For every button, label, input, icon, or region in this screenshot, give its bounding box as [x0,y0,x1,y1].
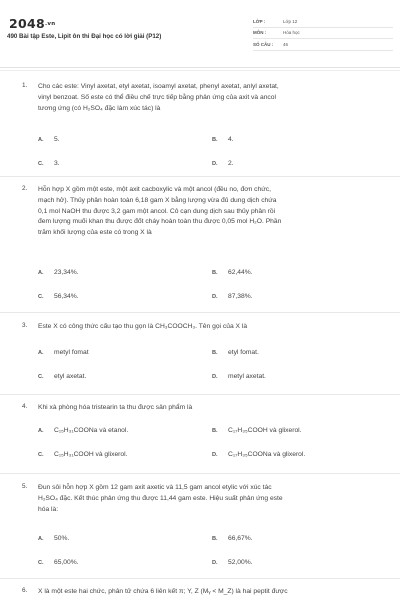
question-divider [0,473,400,474]
option-text: 50%. [54,535,70,542]
option-letter: C. [38,294,44,300]
option-text: metyl fomat [54,349,89,356]
meta-value: 46 [283,41,289,47]
question-text [38,403,378,414]
question-number: 2. [22,185,28,192]
option-text: etyl fomat. [228,349,259,356]
logo-suffix: .vn [45,21,56,27]
option-letter: D. [212,452,218,458]
option-c[interactable] [38,373,86,380]
meta-subject-row [253,28,393,40]
question-line: trăm khối lượng của este có trong X là [38,229,152,237]
option-letter: B. [212,137,218,143]
option-c[interactable] [38,160,60,167]
question-text [38,483,378,515]
option-a[interactable] [38,535,69,542]
option-letter: A. [38,270,44,276]
option-a[interactable] [38,269,79,276]
option-text: 2. [228,160,234,167]
question-line: vinyl benzoat. Số este có thể điều chế trực tiếp bằng phản ứng của axit và ancol [38,93,276,101]
question-number: 3. [22,322,28,329]
option-letter: C. [38,452,44,458]
option-letter: D. [212,294,218,300]
option-letter: C. [38,560,44,566]
option-text: 23,34%. [54,269,79,276]
question-line: Đun sôi hỗn hợp X gồm 12 gam axit axetic và 11,5 gam ancol etylic với xúc tác [38,484,272,491]
question-line: X là một este hai chức, phân tử chứa 6 liên kết π; Y, Z (Mᵧ < M_Z) là hai peptit được [38,588,288,595]
option-c[interactable] [38,559,79,566]
option-letter: B. [212,536,218,542]
option-letter: D. [212,161,218,167]
question-number: 5. [22,483,28,490]
question-line: hóa là: [38,505,59,513]
question-line: H₂SO₄ đặc. Kết thúc phản ứng thu được 11,44 gam este. Hiệu suất phản ứng este [38,494,283,502]
header-divider-secondary [0,70,400,71]
question-divider [0,578,400,579]
question-number: 6. [22,587,28,594]
option-letter: C. [38,374,44,380]
option-letter: D. [212,560,218,566]
option-b[interactable] [212,427,302,434]
option-a[interactable] [38,349,89,356]
option-letter: B. [212,350,218,356]
meta-key: SỐ CÂU : [253,41,274,47]
question-text [38,185,378,239]
option-text: 52,00%. [228,559,253,566]
option-text: C₁₅H₃₁COONa và etanol. [54,427,129,434]
document-meta [253,16,393,51]
logo-text: 2048 [9,16,45,31]
meta-value: Lớp 12 [283,18,298,24]
option-a[interactable] [38,427,128,434]
question-line: Cho các este: Vinyl axetat, etyl axetat, isoamyl axetat, phenyl axetat, anlyl axetat, [38,83,279,90]
question-line: mạch hở). Thủy phân hoàn toàn 6,18 gam X bằng lượng vừa đủ dung dịch chứa [38,196,277,204]
question-divider [0,176,400,177]
option-d[interactable] [212,160,234,167]
question-number: 1. [22,82,28,89]
option-text: etyl axetat. [54,373,87,380]
option-b[interactable] [212,535,253,542]
meta-value: Hóa học [283,30,300,36]
option-letter: B. [212,428,218,434]
option-letter: D. [212,374,218,380]
option-text: metyl axetat. [228,373,266,380]
option-b[interactable] [212,269,253,276]
question-line: 0,1 mol NaOH thu được 3,2 gam một ancol. Cô cạn dung dịch sau thủy phân rồi [38,207,276,215]
question-line: tương ứng (có H₂SO₄ đặc làm xúc tác) là [38,104,161,112]
header-divider [0,67,400,68]
question-divider [0,312,400,313]
option-letter: A. [38,137,44,143]
option-text: 4. [228,136,234,143]
option-d[interactable] [212,373,266,380]
option-text: 5. [54,136,60,143]
document-title: 490 Bài tập Este, Lipit ôn thi Đại học có lời giải (P12) [7,33,162,40]
meta-key: LỚP : [253,18,266,24]
option-a[interactable] [38,136,60,143]
question-line: Khi xà phòng hóa tristearin ta thu được sản phẩm là [38,404,193,411]
option-text: C₁₇H₃₅COOH và glixerol. [228,427,302,434]
option-letter: A. [38,536,44,542]
option-b[interactable] [212,349,259,356]
question-line: Hỗn hợp X gồm một este, một axit cacboxylic và một ancol (đều no, đơn chức, [38,186,271,193]
option-c[interactable] [38,293,79,300]
option-c[interactable] [38,451,127,458]
question-divider [0,394,400,395]
option-text: 3. [54,160,60,167]
meta-count-row [253,39,393,51]
option-b[interactable] [212,136,234,143]
question-text [38,322,378,333]
meta-key: MÔN : [253,30,267,36]
option-letter: A. [38,428,44,434]
option-letter: A. [38,350,44,356]
option-d[interactable] [212,293,253,300]
option-text: C₁₅H₃₁COOH và glixerol. [54,451,128,458]
question-number: 4. [22,403,28,410]
question-line: Este X có công thức cấu tạo thu gọn là CH₃COOCH₃. Tên gọi của X là [38,323,248,330]
question-text [38,82,378,114]
option-text: 66,67%. [228,535,253,542]
meta-class-row [253,16,393,28]
option-letter: B. [212,270,218,276]
option-text: 56,34%. [54,293,79,300]
option-d[interactable] [212,451,305,458]
question-line: đem lượng muối khan thu được đốt cháy hoàn toàn thu được 0,05 mol H₂O. Phần [38,218,282,226]
option-letter: C. [38,161,44,167]
option-text: 87,38%. [228,293,253,300]
question-text [38,587,393,598]
option-text: 65,00%. [54,559,79,566]
option-text: C₁₇H₃₅COONa và glixerol. [228,451,306,458]
option-d[interactable] [212,559,253,566]
document-header [0,0,400,68]
site-logo[interactable] [9,16,56,31]
option-text: 62,44%. [228,269,253,276]
